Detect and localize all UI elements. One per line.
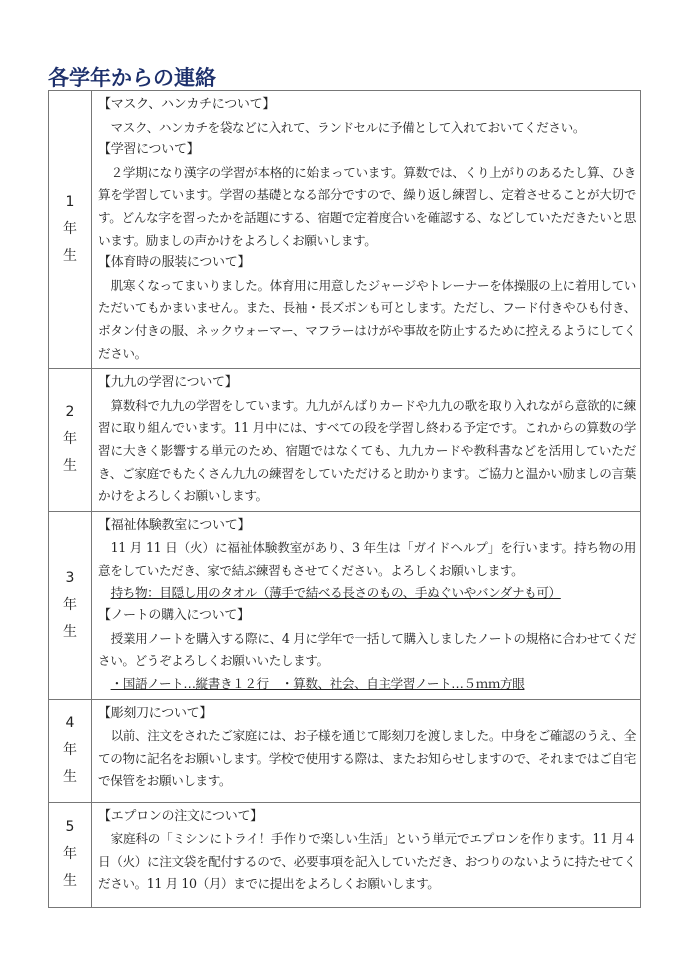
section-heading: 【エプロンの注文について】 [98,808,263,824]
grade-row-2 [49,369,641,512]
section-heading: 【彫刻刀について】 [98,705,213,721]
section-paragraph: 家庭科の「ミシンにトライ！手作りで楽しい生活」という単元でエプロンを作ります。11 月４日（火）に注文袋を配付するので、必要事項を記入していただき、おつりのないように持たせてください。11 月 10（月）までに提出をよろしくお願いします。 [98,831,636,892]
grade-notices-table [48,90,641,908]
page-title: 各学年からの連絡 [48,66,216,90]
grade-content [92,699,641,802]
section-paragraph: 授業用ノートを購入する際に、4 月に学年で一括して購入しましたノートの規格に合わせてください。どうぞよろしくお願いいたします。 [98,630,636,669]
section-heading: 【学習について】 [98,142,200,158]
grade-row-4 [49,699,641,802]
section-paragraph: マスク、ハンカチを袋などに入れて、ランドセルに予備として入れておいてください。 [110,119,586,135]
section-heading: 【九九の学習について】 [98,375,238,391]
section-heading: 【マスク、ハンカチについて】 [98,97,276,112]
section-paragraph: 11 月 11 日（火）に福祉体験教室があり、3 年生は「ガイドヘルプ」を行います。持ち物の用意をしていただき、家で結ぶ練習もさせてください。よろしくお願いします。 [98,540,636,578]
grade-label: 5 年 生 [49,802,92,907]
grade-content [92,369,641,512]
grade-row-3 [49,511,641,699]
section-paragraph: ２学期になり漢字の学習が本格的に始まっています。算数では、くり上がりのあるたし算、ひき算を学習しています。学習の基礎となる部分ですので、繰り返し練習し、定着させることが大切です。どんな字を習ったかを話題にする、宿題で定着度合いを確認する、などしていただきたいと思います。励ましの声かけをよろしくお願いします。 [98,164,636,248]
section-paragraph: 以前、注文をされたご家庭には、お子様を通じて彫刻刀を渡しました。中身をご確認のうえ、全ての物に記名をお願いします。学校で使用する際は、またお知らせしますので、それまではご自宅で保管をお願いします。 [98,728,636,789]
section-paragraph: 算数科で九九の学習をしています。九九がんばりカードや九九の歌を取り入れながら意欲的に練習に取り組んでいます。11 月中には、すべての段を学習し終わる予定です。これからの算数の学習に大きく影響する単元のため、宿題ではなくても、九九カードや教科書などを活用していただき、ご家庭でもたくさん九九の練習をしていただけると助かります。ご協力と温かい励ましの言葉かけをよろしくお願いします。 [98,397,636,504]
items-to-bring: 持ち物：目隠し用のタオル（薄手で結べる長さのもの、手ぬぐいやバンダナも可） [110,585,561,601]
grade-label: 2 年 生 [49,369,92,512]
grade-label: 3 年 生 [49,511,92,699]
grade-row-1 [49,91,641,369]
notebook-specs: ・国語ノート…縦書き１２行 ・算数、社会、自主学習ノート…５ｍｍ方眼 [110,675,525,691]
section-paragraph: 肌寒くなってまいりました。体育用に用意したジャージやトレーナーを体操服の上に着用していただいてもかまいません。また、長袖・長ズボンも可とします。ただし、フード付きやひも付き、ボタン付きの服、ネックウォーマー、マフラーはけがや事故を防止するために控えるようにしてください。 [98,277,636,361]
grade-label: 1 年 生 [49,91,92,369]
grade-content [92,802,641,907]
grade-content [92,91,641,369]
grade-row-5 [49,802,641,907]
grade-label: 4 年 生 [49,699,92,802]
section-heading: 【ノートの購入について】 [98,608,250,624]
section-heading: 【体育時の服装について】 [98,255,251,271]
section-heading: 【福祉体験教室について】 [98,517,251,533]
grade-content [92,511,641,699]
